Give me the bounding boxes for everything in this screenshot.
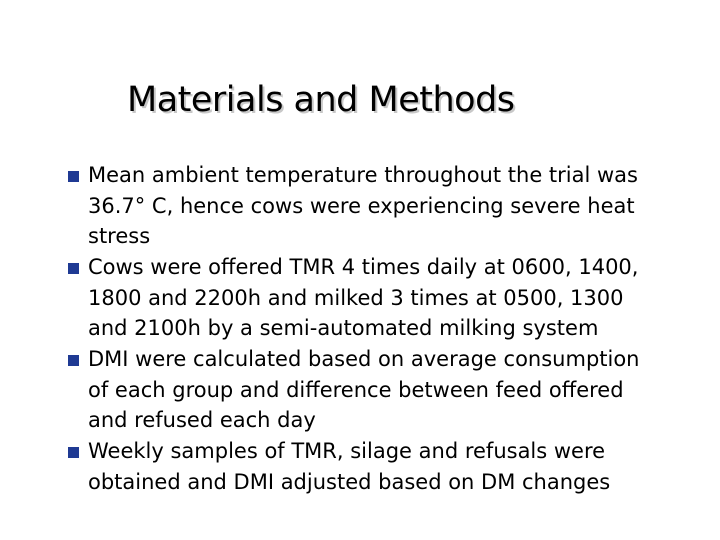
bullet-text bbox=[88, 344, 688, 436]
bullet-text bbox=[88, 436, 688, 497]
bullet-line: and refused each day bbox=[88, 408, 316, 432]
bullet-line: 1800 and 2200h and milked 3 times at 0500, 1300 bbox=[88, 285, 624, 310]
square-bullet-icon bbox=[68, 171, 79, 182]
bullet-text bbox=[88, 160, 688, 252]
bullet-line: obtained and DMI adjusted based on DM changes bbox=[88, 469, 611, 494]
slide-title: Materials and Methods bbox=[127, 80, 515, 120]
bullet-line: Mean ambient temperature throughout the trial was bbox=[88, 163, 638, 187]
square-bullet-icon bbox=[68, 263, 79, 274]
bullet-line: Cows were offered TMR 4 times daily at 0600, 1400, bbox=[88, 255, 639, 279]
square-bullet-icon bbox=[68, 355, 79, 366]
bullet-line: stress bbox=[88, 224, 151, 248]
bullet-line: and 2100h by a semi-automated milking system bbox=[88, 316, 599, 340]
bullet-text bbox=[88, 252, 688, 344]
bullet-line: 36.7° C, hence cows were experiencing severe heat bbox=[88, 193, 635, 218]
bullet-line: of each group and difference between feed offered bbox=[88, 377, 624, 402]
bullet-line: DMI were calculated based on average consumption bbox=[88, 347, 640, 371]
bullet-line: Weekly samples of TMR, silage and refusals were bbox=[88, 439, 606, 463]
square-bullet-icon bbox=[68, 447, 79, 458]
